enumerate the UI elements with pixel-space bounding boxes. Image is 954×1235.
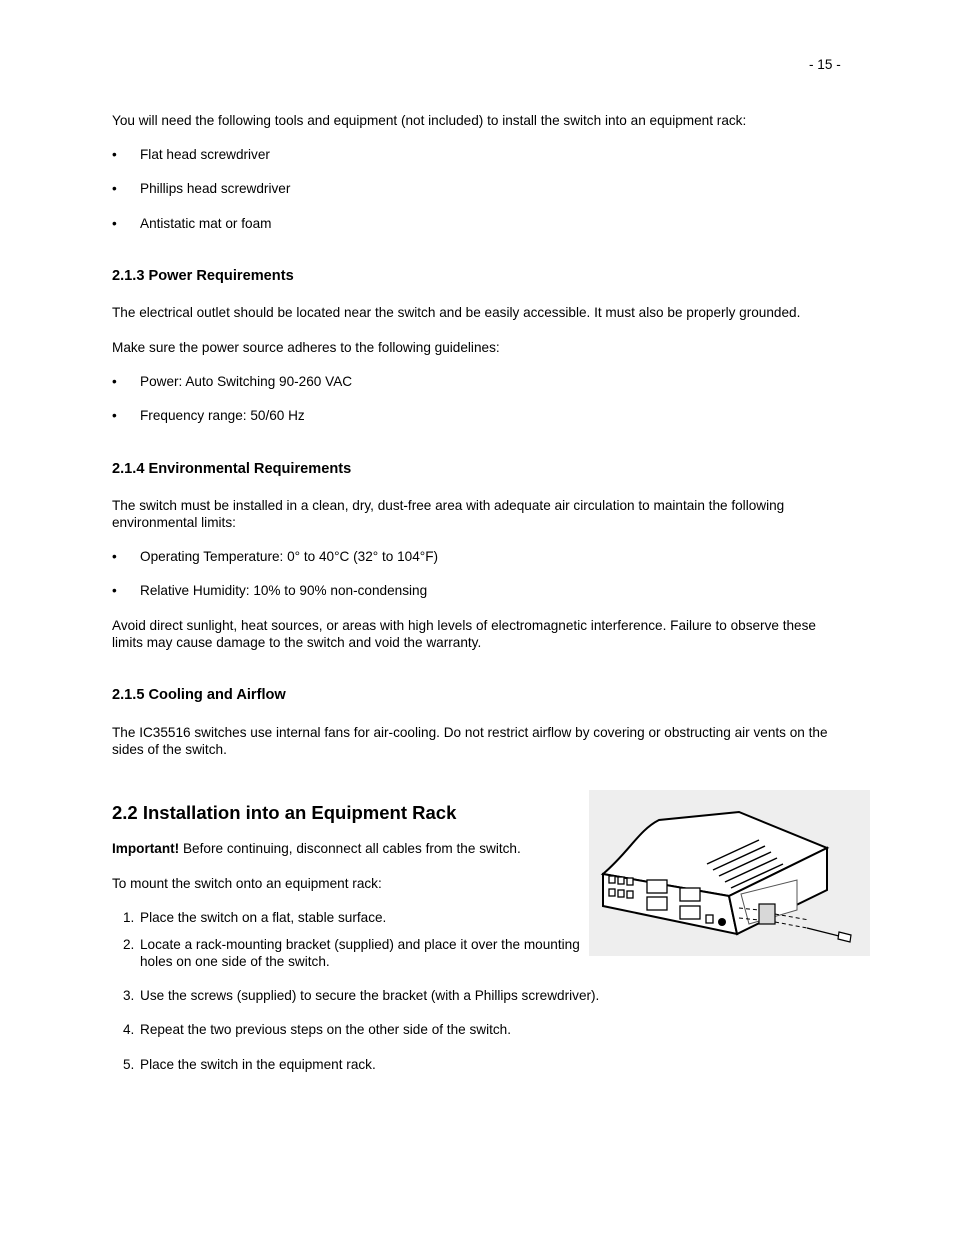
power-p1: The electrical outlet should be located near the switch and be easily accessible. It must also be properly grounded.: [112, 305, 801, 320]
cooling-p1: The IC35516 switches use internal fans for air-cooling. Do not restrict airflow by covering or obstructing air vents on the sides of the switch.: [112, 725, 828, 757]
switch-bracket-drawing: [589, 790, 870, 956]
environment-heading: 2.1.4 Environmental Requirements: [112, 461, 352, 477]
tools-intro: You will need the following tools and equipment (not included) to install the switch into an equipment rack:: [112, 113, 747, 128]
list-item: 1. Place the switch on a flat, stable surface.: [123, 910, 387, 925]
rack-intro: To mount the switch onto an equipment rack:: [112, 876, 382, 891]
power-p2: Make sure the power source adheres to the following guidelines:: [112, 340, 500, 355]
cooling-heading: 2.1.5 Cooling and Airflow: [112, 687, 286, 703]
environment-p1: The switch must be installed in a clean, dry, dust-free area with adequate air circulation to maintain the following environmental limits:: [112, 498, 785, 530]
environment-p2: Avoid direct sunlight, heat sources, or areas with high levels of electromagnetic interference. Failure to observe these limits may cause damage to the switch and void the warranty.: [112, 618, 816, 650]
list-item: • Antistatic mat or foam: [112, 216, 272, 231]
list-item: • Operating Temperature: 0° to 40°C (32° to 104°F): [112, 549, 439, 564]
list-item: • Power: Auto Switching 90-260 VAC: [112, 374, 353, 389]
rack-mount-illustration: [589, 790, 870, 956]
important-note: Important! Before continuing, disconnect all cables from the switch.: [112, 841, 521, 856]
list-item: • Flat head screwdriver: [112, 147, 270, 162]
list-item: 2. Locate a rack-mounting bracket (supplied) and place it over the mounting holes on one side of the switch.: [123, 937, 580, 969]
power-heading: 2.1.3 Power Requirements: [112, 268, 294, 284]
list-item: • Frequency range: 50/60 Hz: [112, 408, 305, 423]
rack-heading: 2.2 Installation into an Equipment Rack: [112, 802, 457, 823]
list-item: • Relative Humidity: 10% to 90% non-condensing: [112, 583, 428, 598]
list-item: 5. Place the switch in the equipment rack.: [123, 1057, 376, 1072]
list-item: 4. Repeat the two previous steps on the other side of the switch.: [123, 1022, 512, 1037]
list-item: • Phillips head screwdriver: [112, 181, 291, 196]
list-item: 3. Use the screws (supplied) to secure the bracket (with a Phillips screwdriver).: [123, 988, 600, 1003]
page-number: - 15 -: [809, 57, 841, 72]
